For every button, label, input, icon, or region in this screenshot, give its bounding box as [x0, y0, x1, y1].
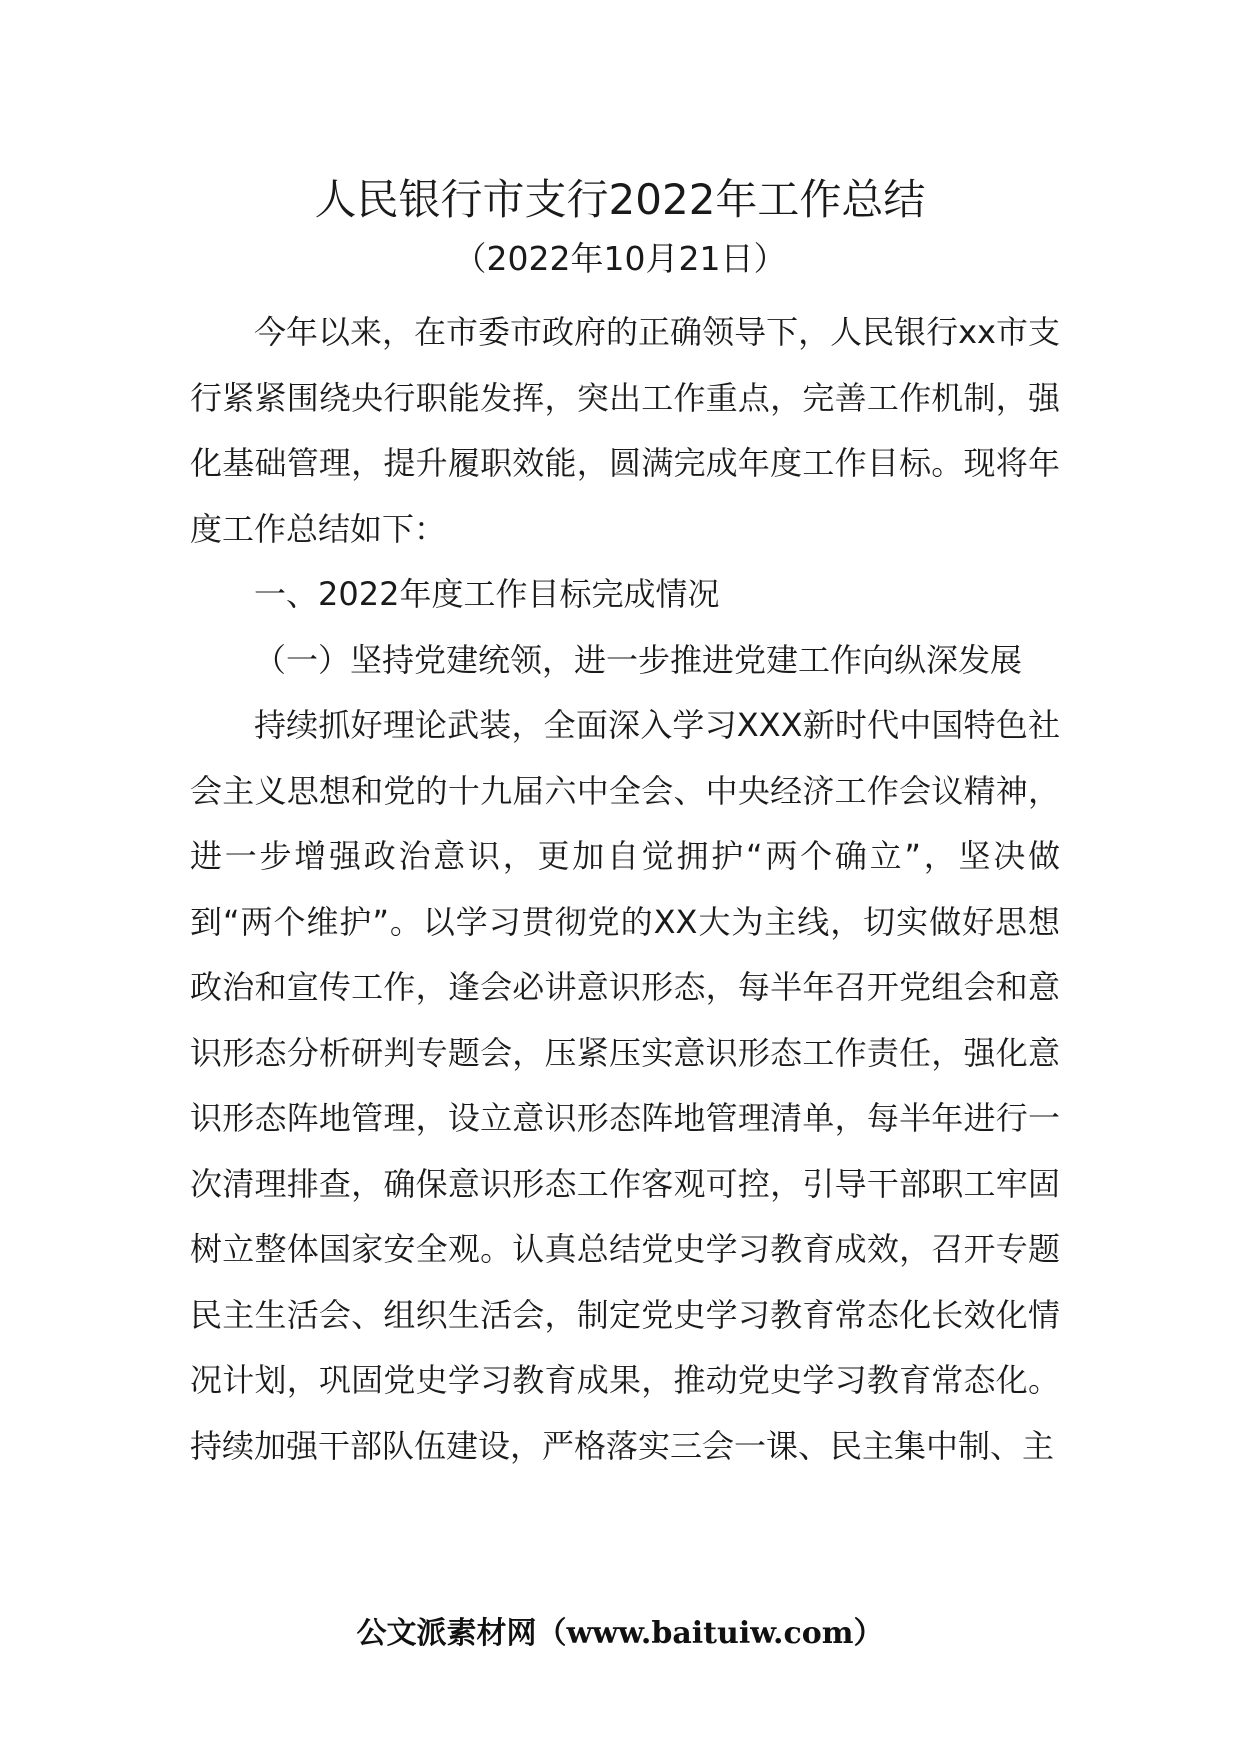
- document-title: 人民银行市支行2022年工作总结: [314, 175, 926, 224]
- document-date: （2022年10月21日）: [453, 239, 787, 278]
- paragraph-body: 持续抓好理论武装，全面深入学习XXX新时代中国特色社会主义思想和党的十九届六中全会、中央经济工作会议精神，进一步增强政治意识，更加自觉拥护“两个确立”，坚决做到“两个维护”。以学习贯彻党的XX大为主线，切实做好思想政治和宣传工作，逢会必讲意识形态，每半年召开党组会和意识形态分析研判专题会，压紧压实意识形态工作责任，强化意识形态阵地管理，设立意识形态阵地管理清单，每半年进行一次清理排查，确保意识形态工作客观可控，引导干部职工牢固树立整体国家安全观。认真总结党史学习教育成效，召开专题民主生活会、组织生活会，制定党史学习教育常态化长效化情况计划，巩固党史学习教育成果，推动党史学习教育常态化。持续加强干部队伍建设，严格落实三会一课、民主集中制、主: [190, 706, 1060, 1465]
- paragraph-intro: 今年以来，在市委市政府的正确领导下，人民银行xx市支行紧紧围绕央行职能发挥，突出工作重点，完善工作机制，强化基础管理，提升履职效能，圆满完成年度工作目标。现将年度工作总结如下：: [190, 313, 1060, 548]
- subsection-heading: （一）坚持党建统领，进一步推进党建工作向纵深发展: [254, 640, 1023, 679]
- watermark-footer: 公文派素材网（www.baituiw.com）: [356, 1616, 884, 1651]
- section-heading: 一、2022年度工作目标完成情况: [254, 575, 720, 613]
- document-body: [190, 300, 1060, 1479]
